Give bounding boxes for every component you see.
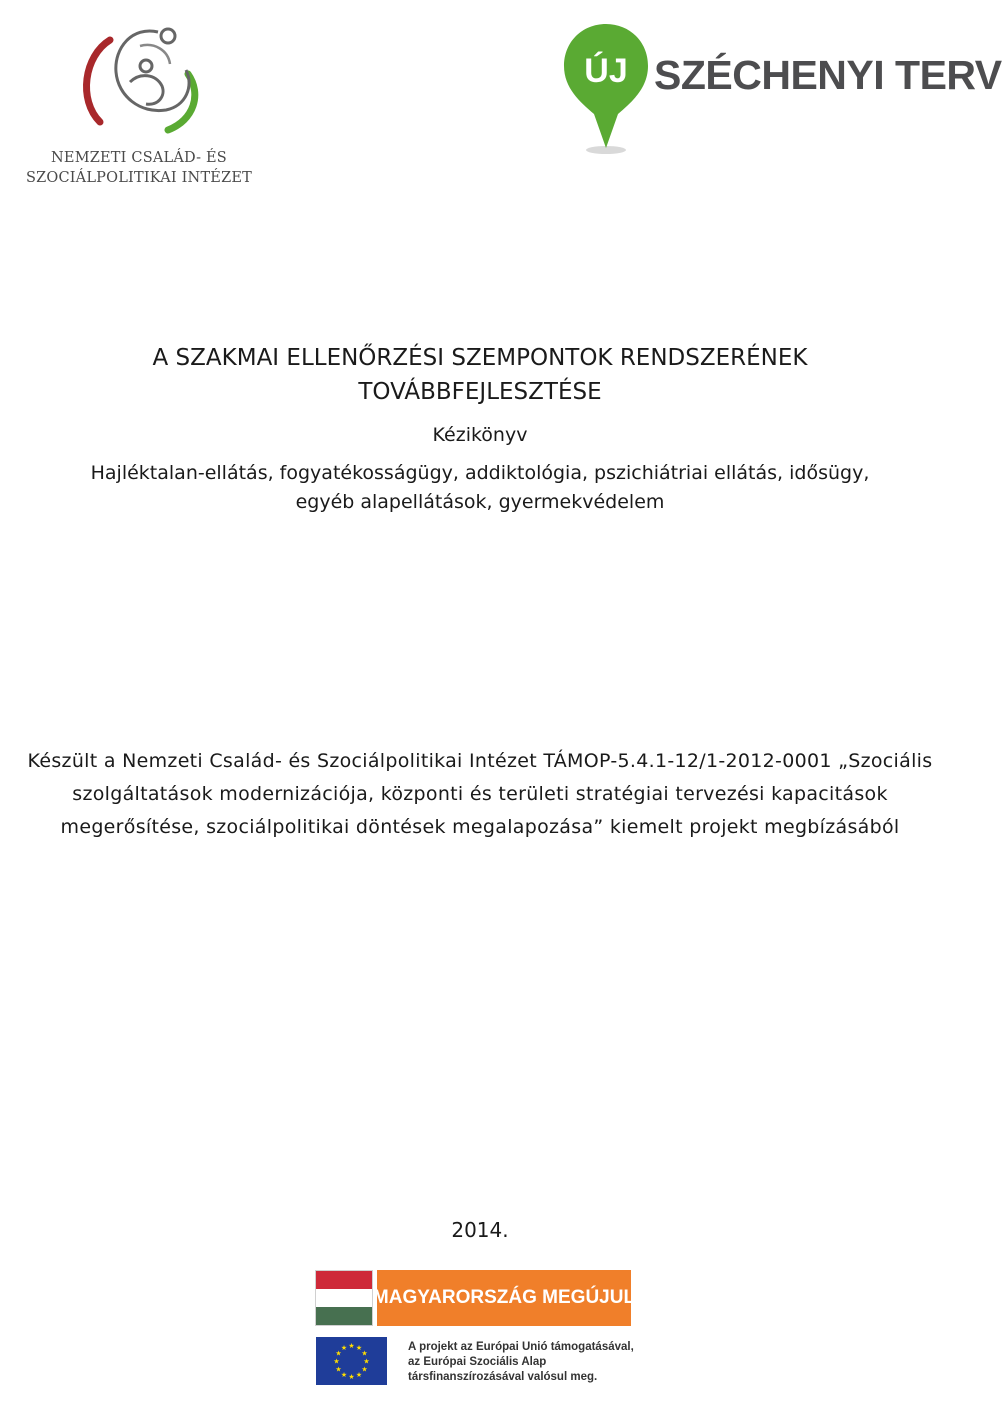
hungarian-flag-icon (315, 1270, 373, 1326)
eu-text-line1: A projekt az Európai Unió támogatásával, (408, 1341, 634, 1353)
svg-text:★: ★ (361, 1365, 368, 1374)
document-type: Kézikönyv (432, 424, 528, 446)
svg-text:★: ★ (340, 1344, 348, 1352)
pin-text: ÚJ (584, 52, 628, 90)
svg-text:★: ★ (340, 1371, 348, 1379)
commission-line3: megerősítése, szociálpolitikai döntések megalapozása” kiemelt projekt megbízásából (60, 816, 900, 838)
family-embrace-icon (70, 22, 220, 137)
eu-flag-icon (316, 1337, 387, 1385)
publication-year: 2014. (451, 1218, 509, 1242)
commission-line1: Készült a Nemzeti Család- és Szociálpolitikai Intézet TÁMOP-5.4.1-12/1-2012-0001 „Szociális (27, 750, 933, 772)
eu-text-line2: az Európai Szociális Alap (408, 1356, 547, 1368)
szechenyi-terv-name: SZÉCHENYI TERV (654, 52, 1002, 98)
ncsszi-logo (14, 22, 264, 192)
scope-line1: Hajléktalan-ellátás, fogyatékosságügy, addiktológia, pszichiátriai ellátás, idősügy, (90, 462, 870, 484)
svg-text:★: ★ (335, 1365, 342, 1374)
svg-text:★: ★ (355, 1371, 363, 1379)
ncsszi-name-line2: SZOCIÁLPOLITIKAI INTÉZET (25, 170, 253, 186)
eu-support-box (316, 1337, 646, 1389)
szechenyi-terv-logo (560, 22, 1002, 162)
ncsszi-name-line1: NEMZETI CSALÁD- ÉS (51, 150, 227, 166)
svg-text:★: ★ (348, 1373, 355, 1381)
svg-text:★: ★ (348, 1342, 355, 1350)
svg-text:★: ★ (335, 1349, 342, 1358)
banner-label: MAGYARORSZÁG MEGÚJUL (377, 1270, 631, 1326)
svg-text:★: ★ (363, 1357, 370, 1366)
magyarorszag-megujul-banner (315, 1270, 636, 1326)
document-title-line2: TOVÁBBFEJLESZTÉSE (358, 379, 602, 405)
eu-text-line3: társfinanszírozásával valósul meg. (408, 1371, 598, 1383)
svg-text:★: ★ (355, 1344, 363, 1352)
document-title-line1: A SZAKMAI ELLENŐRZÉSI SZEMPONTOK RENDSZERÉNEK (152, 345, 808, 371)
svg-text:★: ★ (333, 1357, 340, 1366)
scope-line2: egyéb alapellátások, gyermekvédelem (295, 491, 665, 513)
map-pin-icon (560, 22, 652, 156)
commission-line2: szolgáltatások modernizációja, központi és területi stratégiai tervezési kapacitások (72, 783, 888, 805)
svg-text:★: ★ (361, 1349, 368, 1358)
